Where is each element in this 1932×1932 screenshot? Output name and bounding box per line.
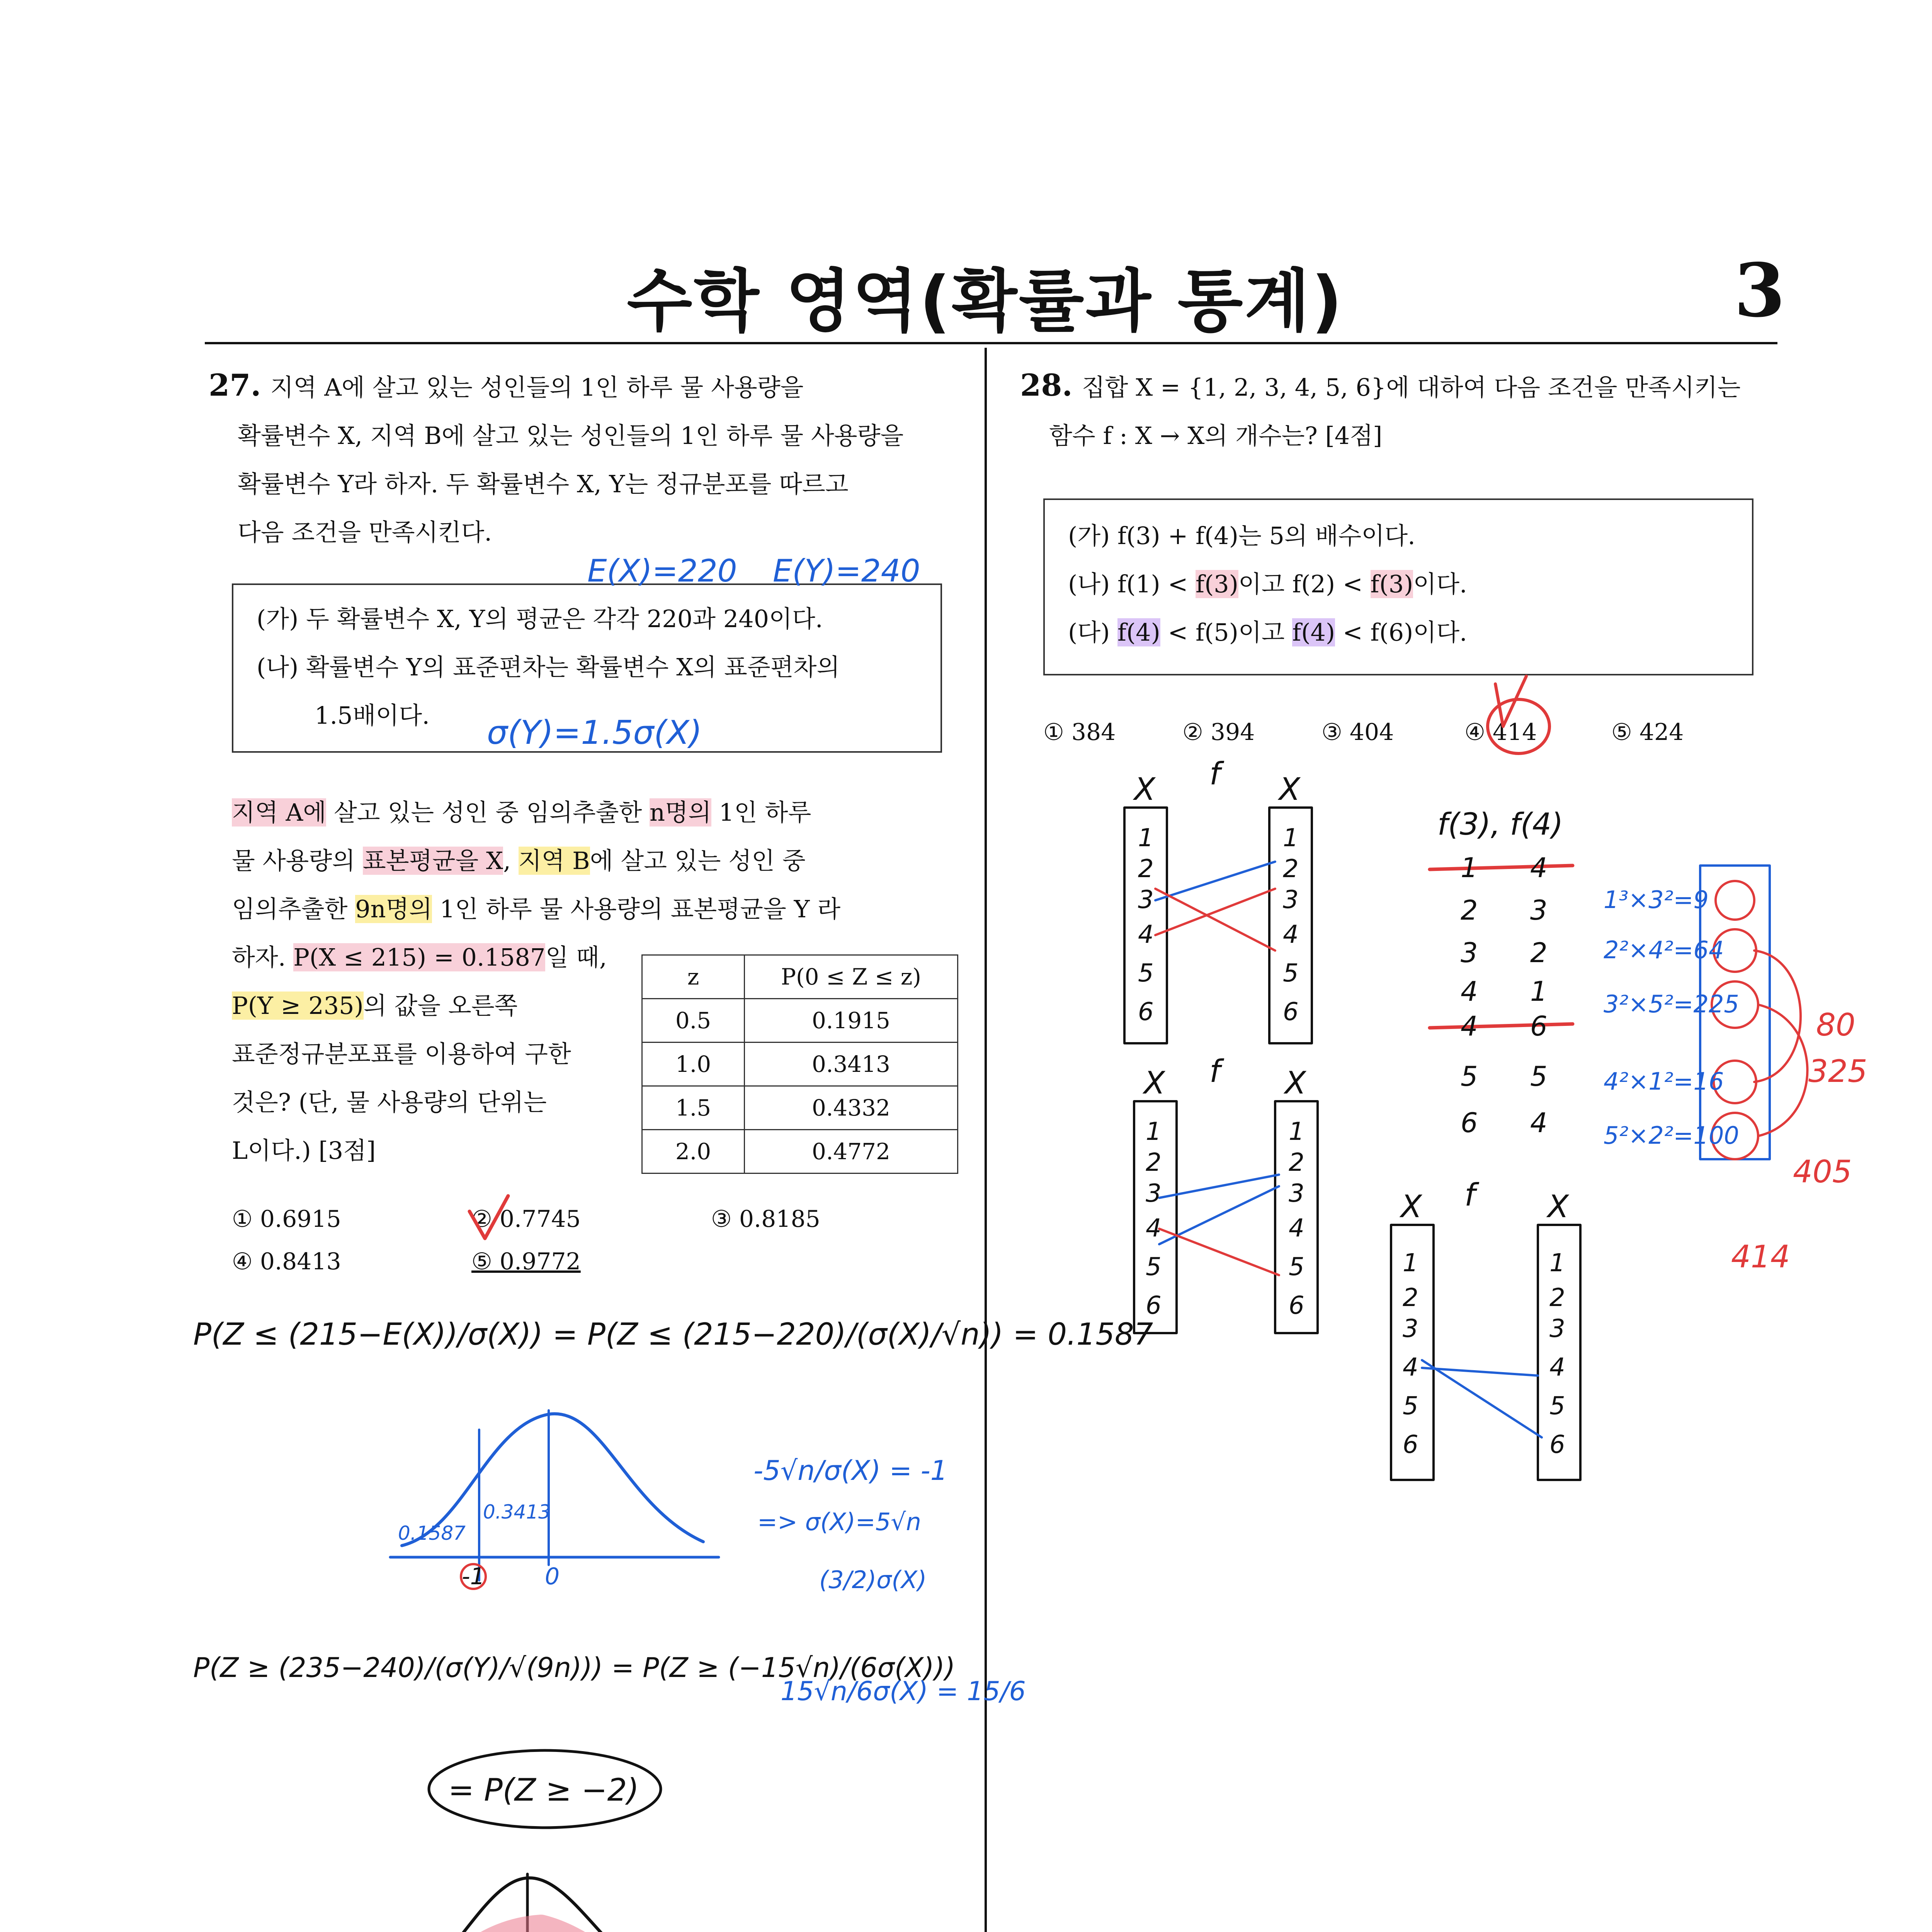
map-num: 1 xyxy=(1146,1117,1162,1146)
pair-a: 2 xyxy=(1461,895,1478,926)
text: 이다. xyxy=(1413,570,1467,598)
map-num: 6 xyxy=(1283,998,1299,1026)
map-num: 3 xyxy=(1146,1179,1162,1208)
hw-curve1-mid: 0.3413 xyxy=(483,1501,551,1523)
hl-f4: f(4) xyxy=(1117,618,1160,646)
q27-line: 확률변수 X, 지역 B에 살고 있는 성인들의 1인 하루 물 사용량을 xyxy=(238,422,904,450)
map-num: 4 xyxy=(1403,1353,1418,1382)
map-num: 4 xyxy=(1549,1353,1565,1382)
q27-number: 27. xyxy=(209,368,261,403)
sum: 325 xyxy=(1808,1053,1867,1089)
text: 표준정규분포표를 이용하여 구한 xyxy=(232,1040,571,1068)
q27-line: 확률변수 Y라 하자. 두 확률변수 X, Y는 정규분포를 따르고 xyxy=(238,470,849,498)
z-col-header: z xyxy=(642,955,745,999)
q27-choice-3[interactable]: ③ 0.8185 xyxy=(711,1206,820,1233)
text: 살고 있는 성인 중 임의추출한 xyxy=(326,798,650,827)
q28-line: 함수 f : X → X의 개수는? [4점] xyxy=(1049,422,1383,450)
calc-line: 4²×1²=16 xyxy=(1604,1067,1724,1095)
pair-a: 3 xyxy=(1461,937,1478,969)
map-num: 1 xyxy=(1138,824,1154,852)
q28-choice-3[interactable]: ③ 404 xyxy=(1321,719,1394,746)
hw-sigma: σ(Y)=1.5σ(X) xyxy=(487,714,702,752)
map-num: 5 xyxy=(1146,1253,1162,1281)
text: 이고 f(2) < xyxy=(1238,570,1371,598)
map-num: 2 xyxy=(1146,1148,1162,1177)
hl-sample-mean: 표본평균을 X xyxy=(362,847,503,875)
hw-map-x: X xyxy=(1134,771,1155,807)
map-num: 6 xyxy=(1146,1291,1162,1320)
hl-f4: f(4) xyxy=(1292,618,1335,646)
map-num: 2 xyxy=(1283,855,1299,883)
q28-cond-a: (가) f(3) + f(4)는 5의 배수이다. xyxy=(1068,522,1415,550)
hl-n: n명의 xyxy=(650,798,711,827)
pair-b: 1 xyxy=(1530,976,1548,1007)
hl-f3: f(3) xyxy=(1370,570,1413,598)
pair-b: 3 xyxy=(1530,895,1548,926)
text: (다) xyxy=(1068,618,1117,646)
q28-line: 집합 X = {1, 2, 3, 4, 5, 6}에 대하여 다음 조건을 만족시키는 xyxy=(1082,373,1741,401)
hw-map-f: f xyxy=(1209,756,1221,792)
strike xyxy=(1430,1024,1573,1028)
map-num: 1 xyxy=(1289,1117,1304,1146)
map-num: 3 xyxy=(1549,1315,1565,1343)
hw-tick-m1: -1 xyxy=(462,1563,485,1590)
map-num: 4 xyxy=(1289,1214,1304,1243)
hw-ex: E(X)=220 xyxy=(587,553,737,589)
text: , xyxy=(503,847,519,875)
pair-a: 1 xyxy=(1461,852,1478,884)
circle-mark xyxy=(1716,881,1754,920)
pair-b: 4 xyxy=(1530,1107,1548,1139)
map-numbers xyxy=(1138,824,1565,1459)
pair-b: 2 xyxy=(1530,937,1548,969)
map-num: 5 xyxy=(1289,1253,1304,1281)
text: 일 때, xyxy=(545,943,607,971)
text: 하자. xyxy=(232,943,294,971)
strike xyxy=(1430,866,1573,869)
hw-note1b: => σ(X)=5√n xyxy=(757,1508,921,1536)
hw-note3: 15√n/6σ(X) = 15/6 xyxy=(781,1676,1026,1707)
hw-curve1-left: 0.1587 xyxy=(398,1522,466,1544)
q27-line: 다음 조건을 만족시킨다. xyxy=(238,518,492,546)
hw-map-x: X xyxy=(1285,1065,1306,1101)
q27-choice-4[interactable]: ④ 0.8413 xyxy=(232,1248,341,1275)
page-title: 수학 영역(확률과 통계) xyxy=(627,262,1344,341)
sum: 405 xyxy=(1793,1154,1852,1190)
hw-eq1: P(Z ≤ (215−E(X))/σ(X)) = P(Z ≤ (215−220)/(σ(X)/√n)) = 0.1587 xyxy=(193,1317,1153,1352)
pair-a: 4 xyxy=(1461,1010,1478,1042)
pair-a: 6 xyxy=(1461,1107,1478,1139)
q27-choice-1[interactable]: ① 0.6915 xyxy=(232,1206,341,1233)
map-num: 1 xyxy=(1549,1249,1565,1277)
q27-choice-5[interactable]: ⑤ 0.9772 xyxy=(471,1248,581,1275)
map-num: 5 xyxy=(1549,1392,1565,1420)
hw-tick-0: 0 xyxy=(545,1563,560,1590)
q27-cond-a: (가) 두 확률변수 X, Y의 평균은 각각 220과 240이다. xyxy=(257,605,823,633)
q27-cond-b-cont: 1.5배이다. xyxy=(315,701,430,730)
q28-choice-4[interactable]: ④ 414 xyxy=(1464,719,1537,746)
map-num: 2 xyxy=(1403,1284,1418,1312)
text: L이다.) [3점] xyxy=(232,1136,376,1165)
map-arrow xyxy=(1155,889,1275,951)
hw-map-x: X xyxy=(1548,1189,1569,1225)
map-num: 6 xyxy=(1138,998,1154,1026)
pair-b: 6 xyxy=(1530,1010,1548,1042)
hl-prob-x: P(X ≤ 215) = 0.1587 xyxy=(293,943,546,971)
map-num: 5 xyxy=(1403,1392,1418,1420)
calc-line: 2²×4²=64 xyxy=(1604,936,1724,964)
text: 것은? (단, 물 사용량의 단위는 xyxy=(232,1088,547,1116)
map-num: 1 xyxy=(1403,1249,1418,1277)
map-num: 3 xyxy=(1289,1179,1304,1208)
table-cell: 1.5 xyxy=(642,1086,745,1130)
table-cell: 0.5 xyxy=(642,999,745,1043)
page-number: 3 xyxy=(1734,247,1785,333)
checkmark xyxy=(469,1196,508,1238)
hw-result: = P(Z ≥ −2) xyxy=(448,1772,639,1808)
map-num: 2 xyxy=(1289,1148,1304,1177)
table-cell: 0.1915 xyxy=(745,999,958,1043)
hw-eq2: P(Z ≥ (235−240)/(σ(Y)/√(9n))) = P(Z ≥ (−15√n)/(6σ(X))) xyxy=(193,1652,956,1684)
hw-map-f: f xyxy=(1464,1177,1476,1213)
hw-note2: (3/2)σ(X) xyxy=(819,1566,927,1594)
hl-9n: 9n명의 xyxy=(355,895,432,923)
map-num: 3 xyxy=(1138,886,1154,914)
table-cell: 0.4772 xyxy=(745,1130,958,1173)
hw-map-x: X xyxy=(1279,771,1300,807)
table-cell: 0.4332 xyxy=(745,1086,958,1130)
text: (나) f(1) < xyxy=(1068,570,1196,598)
calc-line: 3²×5²=225 xyxy=(1604,990,1739,1018)
calc-line: 1³×3²=9 xyxy=(1604,886,1709,914)
text: 물 사용량의 xyxy=(232,847,363,875)
q27-cond-b: (나) 확률변수 Y의 표준편차는 확률변수 X의 표준편차의 xyxy=(257,653,840,681)
hl-f3: f(3) xyxy=(1196,570,1238,598)
hl-region-a: 지역 A에 xyxy=(232,798,327,827)
text: 의 값을 오른쪽 xyxy=(363,992,518,1020)
text: 에 살고 있는 성인 중 xyxy=(590,847,806,875)
hl-region-b: 지역 B xyxy=(518,847,590,875)
map-num: 5 xyxy=(1283,959,1299,988)
map-num: 4 xyxy=(1283,920,1299,949)
pair-b: 4 xyxy=(1530,852,1548,884)
table-cell: 2.0 xyxy=(642,1130,745,1173)
hw-ey: E(Y)=240 xyxy=(773,553,920,589)
circle-mark xyxy=(1488,699,1549,753)
hw-map-x: X xyxy=(1144,1065,1165,1101)
hw-note1: -5√n/σ(X) = -1 xyxy=(753,1455,948,1486)
text: < f(6)이다. xyxy=(1335,618,1467,646)
map-num: 2 xyxy=(1549,1284,1565,1312)
q28-choice-5[interactable]: ⑤ 424 xyxy=(1611,719,1684,746)
q28-choice-2[interactable]: ② 394 xyxy=(1182,719,1255,746)
text: < f(5)이고 xyxy=(1160,618,1293,646)
calc-list xyxy=(1604,886,1739,1150)
map-num: 6 xyxy=(1549,1430,1565,1459)
sums-list xyxy=(1731,1007,1867,1275)
p-col-header: P(0 ≤ Z ≤ z) xyxy=(745,955,958,999)
pair-a: 4 xyxy=(1461,976,1478,1007)
pairs-list xyxy=(1437,807,1563,1139)
map-num: 2 xyxy=(1138,855,1154,883)
hw-map-x: X xyxy=(1401,1189,1422,1225)
sum: 414 xyxy=(1731,1239,1790,1275)
text: 임의추출한 xyxy=(232,895,355,923)
map-num: 3 xyxy=(1283,886,1299,914)
hw-fpair: f(3), f(4) xyxy=(1437,807,1563,842)
shading xyxy=(417,1928,672,1932)
hl-prob-y: P(Y ≥ 235) xyxy=(232,992,364,1020)
map-num: 4 xyxy=(1138,920,1154,949)
q28-number: 28. xyxy=(1020,368,1073,403)
map-num: 4 xyxy=(1146,1214,1162,1243)
pair-b: 5 xyxy=(1530,1061,1548,1092)
map-num: 6 xyxy=(1289,1291,1304,1320)
map-num: 1 xyxy=(1283,824,1299,852)
text: 1인 하루 물 사용량의 표본평균을 Y 라 xyxy=(432,895,841,923)
q27-line: 지역 A에 살고 있는 성인들의 1인 하루 물 사용량을 xyxy=(270,373,804,401)
sum: 80 xyxy=(1816,1007,1855,1043)
hw-map-f: f xyxy=(1209,1053,1221,1089)
table-cell: 0.3413 xyxy=(745,1043,958,1086)
bracket xyxy=(1754,951,1801,1082)
q27-choice-2[interactable]: ② 0.7745 xyxy=(471,1206,581,1233)
map-num: 6 xyxy=(1403,1430,1418,1459)
text: 1인 하루 xyxy=(711,798,811,827)
table-cell: 1.0 xyxy=(642,1043,745,1086)
calc-line: 5²×2²=100 xyxy=(1604,1121,1739,1150)
q28-choice-1[interactable]: ① 384 xyxy=(1043,719,1116,746)
pair-a: 5 xyxy=(1461,1061,1478,1092)
map-num: 5 xyxy=(1138,959,1154,988)
map-num: 3 xyxy=(1403,1315,1418,1343)
